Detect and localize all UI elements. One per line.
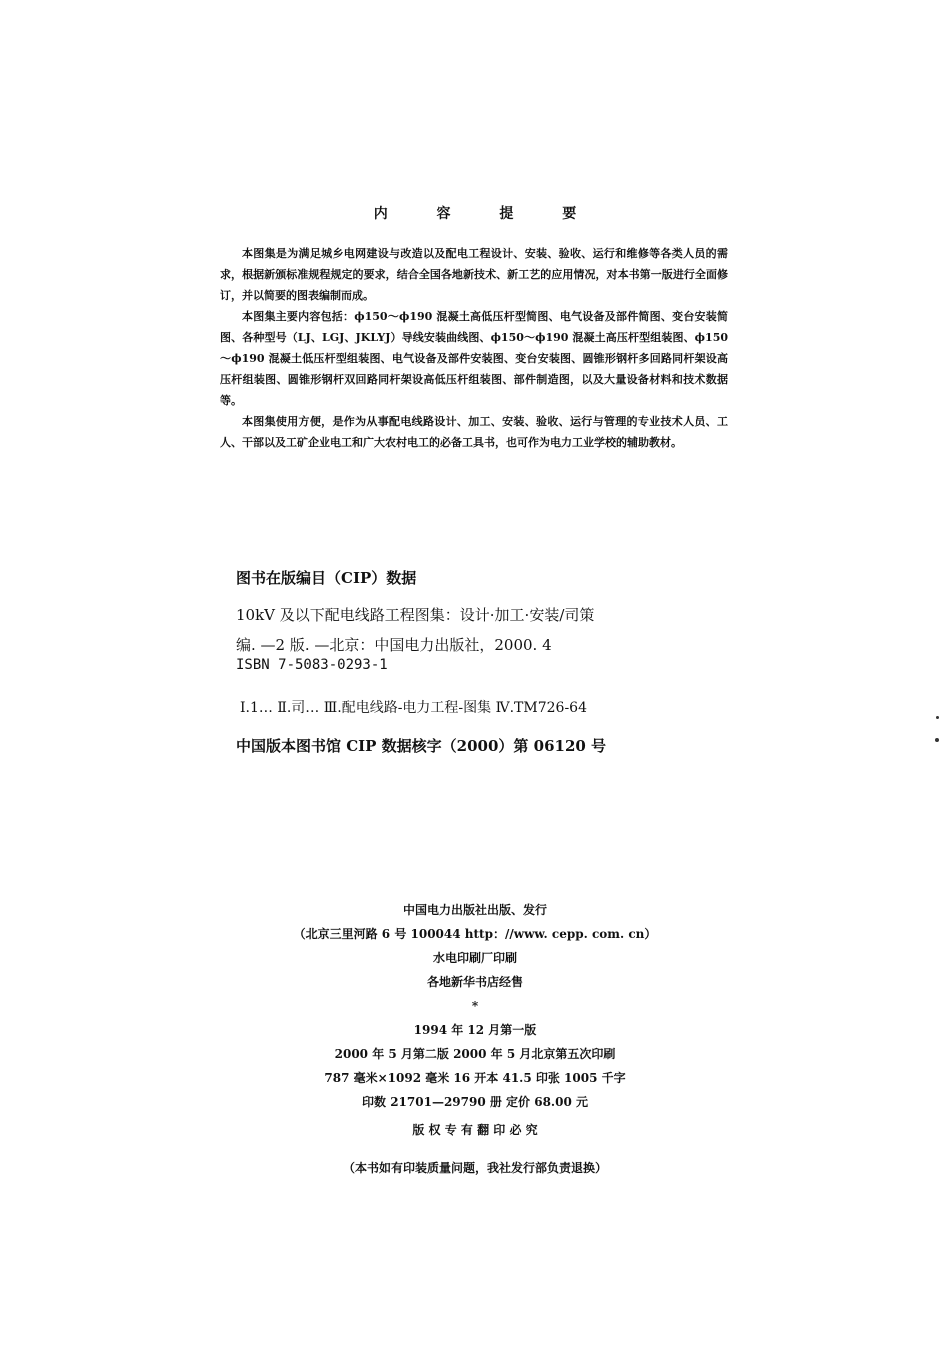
cip-heading: 图书在版编目（CIP）数据	[236, 569, 417, 587]
colophon-notice: （本书如有印装质量问题，我社发行部负责退换）	[342, 1161, 607, 1175]
cip-isbn: ISBN 7-5083-0293-1	[236, 657, 388, 673]
colophon-format: 787 毫米×1092 毫米 16 开本 41.5 印张 1005 千字	[324, 1071, 626, 1085]
cip-entry-line: 编. —2 版. —北京：中国电力出版社，2000. 4	[236, 636, 552, 654]
cip-approval-number: 中国版本图书馆 CIP 数据核字（2000）第 06120 号	[236, 737, 607, 755]
colophon-distributor: 各地新华书店经售	[426, 975, 523, 989]
colophon-separator: *	[471, 999, 479, 1013]
colophon-publisher: 中国电力出版社出版、发行	[402, 903, 547, 917]
scan-artifact	[935, 738, 939, 742]
summary-paragraph: 本图集使用方便，是作为从事配电线路设计、加工、安装、验收、运行与管理的专业技术人员、工人、干部以及工矿企业电工和广大农村电工的必备工具书，也可作为电力工业学校的辅助教材。	[220, 415, 728, 449]
summary-paragraph: 本图集是为满足城乡电网建设与改造以及配电工程设计、安装、验收、运行和维修等各类人员的需求，根据新颁标准规程规定的要求，结合全国各地新技术、新工艺的应用情况，对本书第一版进行全面修订，并以简要的图表编制而成。	[220, 247, 728, 302]
summary-text	[220, 243, 728, 453]
cip-entry-line: 10kV 及以下配电线路工程图集：设计·加工·安装/司策	[236, 606, 595, 624]
colophon-first-edition: 1994 年 12 月第一版	[413, 1023, 537, 1037]
summary-paragraph: 本图集主要内容包括：ϕ150～ϕ190 混凝土高低压杆型简图、电气设备及部件简图、变台安装简图、各种型号（LJ、LGJ、JKLYJ）导线安装曲线图、ϕ150～ϕ190 混凝土高压杆型组装图、ϕ150～ϕ190 混凝土低压杆型组装图、电气设备及部件安装图、变台安装图、圆锥形钢杆多回路同杆架设高压杆组装图、圆锥形钢杆双回路同杆架设高低压杆组装图、部件制造图，以及大量设备材料和技术数据等。	[220, 310, 728, 407]
colophon-copyright: 版 权 专 有 翻 印 必 究	[412, 1123, 538, 1137]
summary-title: 内 容 提 要	[373, 206, 599, 222]
colophon-second-edition: 2000 年 5 月第二版 2000 年 5 月北京第五次印刷	[334, 1047, 616, 1061]
scan-artifact	[936, 716, 939, 719]
colophon-print-run: 印数 21701—29790 册 定价 68.00 元	[362, 1095, 588, 1109]
cip-classification: Ⅰ.1… Ⅱ.司… Ⅲ.配电线路-电力工程-图集 Ⅳ.TM726-64	[240, 700, 587, 716]
colophon	[0, 898, 950, 1180]
colophon-address: （北京三里河路 6 号 100044 http：//www. cepp. com. cn）	[293, 927, 657, 941]
cip-entry	[236, 600, 736, 660]
colophon-printer: 水电印刷厂印刷	[432, 951, 517, 965]
